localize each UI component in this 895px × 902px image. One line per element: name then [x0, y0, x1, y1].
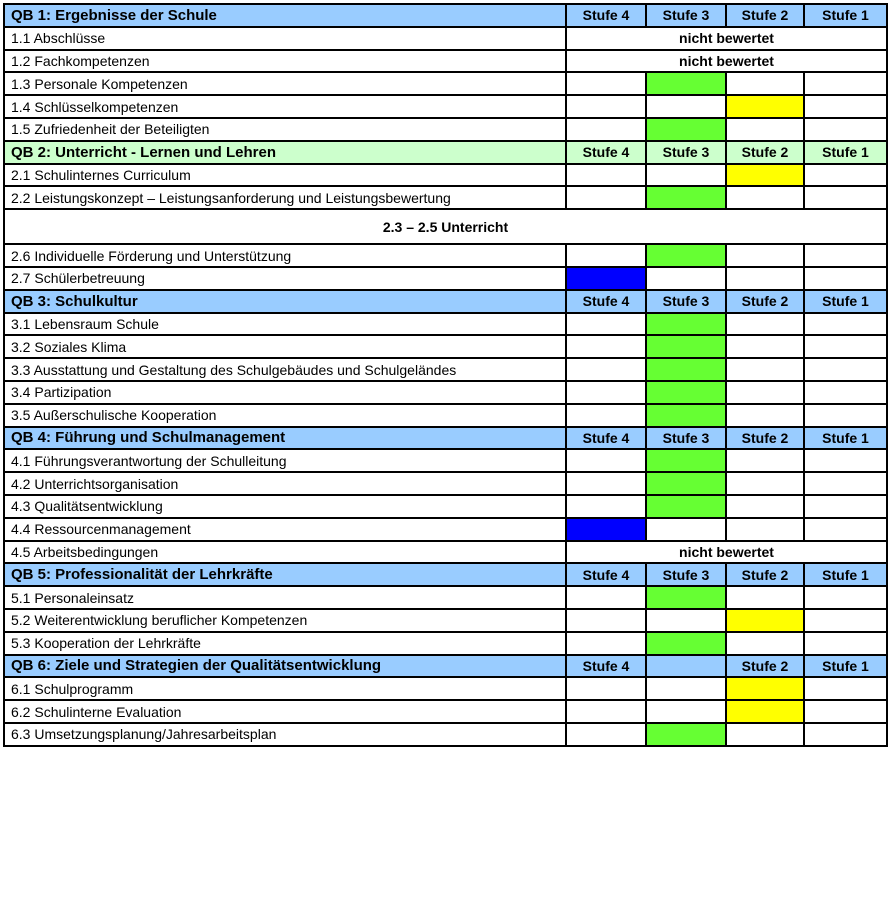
rating-cell-empty	[726, 586, 804, 609]
rating-cell-empty	[726, 472, 804, 495]
rating-mark-green	[646, 404, 726, 427]
criterion-label: 3.3 Ausstattung und Gestaltung des Schulgebäudes und Schulgeländes	[4, 358, 566, 381]
level-column-header: Stufe 4	[566, 427, 646, 450]
criterion-label: 6.3 Umsetzungsplanung/Jahresarbeitsplan	[4, 723, 566, 746]
rating-cell-empty	[726, 632, 804, 655]
rating-cell-empty	[566, 95, 646, 118]
level-column-header: Stufe 1	[804, 427, 887, 450]
criterion-row	[4, 449, 887, 472]
rating-mark-green	[646, 495, 726, 518]
rating-cell-empty	[804, 244, 887, 267]
rating-cell-empty	[566, 244, 646, 267]
rating-cell-empty	[566, 677, 646, 700]
rating-cell-empty	[646, 677, 726, 700]
section-header-row	[4, 141, 887, 164]
criterion-row	[4, 50, 887, 73]
rating-cell-empty	[804, 677, 887, 700]
criterion-label: 5.3 Kooperation der Lehrkräfte	[4, 632, 566, 655]
level-column-header: Stufe 3	[646, 427, 726, 450]
criterion-row	[4, 723, 887, 746]
rating-cell-empty	[804, 118, 887, 141]
criterion-row	[4, 632, 887, 655]
criterion-label: 1.5 Zufriedenheit der Beteiligten	[4, 118, 566, 141]
rating-mark-green	[646, 335, 726, 358]
rating-cell-empty	[566, 358, 646, 381]
not-rated-note: nicht bewertet	[566, 541, 887, 564]
criterion-label: 2.7 Schülerbetreuung	[4, 267, 566, 290]
rating-cell-empty	[566, 186, 646, 209]
rating-cell-empty	[646, 164, 726, 187]
rating-cell-empty	[804, 518, 887, 541]
criterion-row	[4, 186, 887, 209]
rating-cell-empty	[804, 609, 887, 632]
rating-mark-green	[646, 723, 726, 746]
rating-cell-empty	[804, 186, 887, 209]
criterion-label: 2.2 Leistungskonzept – Leistungsanforderung und Leistungsbewertung	[4, 186, 566, 209]
rating-cell-empty	[566, 164, 646, 187]
not-rated-note: nicht bewertet	[566, 27, 887, 50]
rating-cell-empty	[646, 700, 726, 723]
criterion-label: 1.1 Abschlüsse	[4, 27, 566, 50]
level-column-header: Stufe 1	[804, 563, 887, 586]
level-column-header: Stufe 2	[726, 563, 804, 586]
criterion-row	[4, 335, 887, 358]
section-header-row	[4, 427, 887, 450]
rating-mark-green	[646, 381, 726, 404]
criterion-label: 1.4 Schlüsselkompetenzen	[4, 95, 566, 118]
criterion-row	[4, 472, 887, 495]
level-column-header: Stufe 2	[726, 427, 804, 450]
level-column-header: Stufe 4	[566, 141, 646, 164]
rating-mark-green	[646, 472, 726, 495]
criterion-row	[4, 541, 887, 564]
rating-mark-blue	[566, 267, 646, 290]
rating-cell-empty	[726, 495, 804, 518]
rating-mark-green	[646, 313, 726, 336]
criterion-label: 2.1 Schulinternes Curriculum	[4, 164, 566, 187]
rating-cell-empty	[646, 609, 726, 632]
rating-cell-empty	[804, 472, 887, 495]
rating-cell-empty	[726, 723, 804, 746]
rating-cell-empty	[804, 495, 887, 518]
criterion-label: 4.2 Unterrichtsorganisation	[4, 472, 566, 495]
section-header-title: QB 5: Professionalität der Lehrkräfte	[4, 563, 566, 586]
section-header-row	[4, 655, 887, 678]
level-column-header: Stufe 4	[566, 563, 646, 586]
criterion-label: 6.2 Schulinterne Evaluation	[4, 700, 566, 723]
level-column-header: Stufe 1	[804, 655, 887, 678]
criterion-row	[4, 404, 887, 427]
criterion-label: 4.1 Führungsverantwortung der Schulleitung	[4, 449, 566, 472]
criterion-row	[4, 677, 887, 700]
rating-cell-empty	[726, 313, 804, 336]
rating-cell-empty	[566, 495, 646, 518]
criterion-label: 5.2 Weiterentwicklung beruflicher Kompetenzen	[4, 609, 566, 632]
criterion-row	[4, 72, 887, 95]
level-column-header: Stufe 4	[566, 290, 646, 313]
criterion-row	[4, 518, 887, 541]
criterion-row	[4, 118, 887, 141]
rating-cell-empty	[804, 164, 887, 187]
rating-cell-empty	[566, 723, 646, 746]
rating-cell-empty	[726, 518, 804, 541]
rating-cell-empty	[566, 449, 646, 472]
level-column-header: Stufe 2	[726, 655, 804, 678]
rating-mark-blue	[566, 518, 646, 541]
rating-mark-green	[646, 449, 726, 472]
rating-cell-empty	[566, 700, 646, 723]
rating-cell-empty	[566, 381, 646, 404]
rating-cell-empty	[804, 632, 887, 655]
criterion-row	[4, 381, 887, 404]
quality-evaluation-table	[3, 3, 888, 747]
level-column-header: Stufe 3	[646, 563, 726, 586]
rating-cell-empty	[646, 95, 726, 118]
rating-mark-yellow	[726, 164, 804, 187]
rating-cell-empty	[804, 72, 887, 95]
rating-cell-empty	[804, 381, 887, 404]
rating-cell-empty	[566, 335, 646, 358]
criterion-row	[4, 244, 887, 267]
rating-cell-empty	[566, 609, 646, 632]
rating-cell-empty	[804, 267, 887, 290]
rating-cell-empty	[726, 404, 804, 427]
rating-mark-green	[646, 358, 726, 381]
rating-mark-green	[646, 118, 726, 141]
criterion-label: 2.6 Individuelle Förderung und Unterstützung	[4, 244, 566, 267]
criterion-row	[4, 700, 887, 723]
level-column-header: Stufe 2	[726, 290, 804, 313]
criterion-label: 4.3 Qualitätsentwicklung	[4, 495, 566, 518]
rating-cell-empty	[726, 449, 804, 472]
level-column-header: Stufe 2	[726, 141, 804, 164]
rating-cell-empty	[804, 723, 887, 746]
rating-cell-empty	[566, 72, 646, 95]
rating-cell-empty	[726, 186, 804, 209]
subsection-row	[4, 209, 887, 244]
criterion-label: 3.4 Partizipation	[4, 381, 566, 404]
level-column-header: Stufe 2	[726, 4, 804, 27]
rating-mark-green	[646, 186, 726, 209]
section-header-title: QB 6: Ziele und Strategien der Qualitätsentwicklung	[4, 655, 566, 678]
section-header-title: QB 2: Unterricht - Lernen und Lehren	[4, 141, 566, 164]
criterion-label: 4.5 Arbeitsbedingungen	[4, 541, 566, 564]
rating-cell-empty	[566, 472, 646, 495]
criterion-label: 3.1 Lebensraum Schule	[4, 313, 566, 336]
criterion-row	[4, 495, 887, 518]
section-header-title: QB 4: Führung und Schulmanagement	[4, 427, 566, 450]
subsection-title: 2.3 – 2.5 Unterricht	[4, 209, 887, 244]
rating-cell-empty	[804, 313, 887, 336]
criterion-row	[4, 95, 887, 118]
rating-cell-empty	[726, 358, 804, 381]
criterion-label: 3.5 Außerschulische Kooperation	[4, 404, 566, 427]
rating-mark-yellow	[726, 677, 804, 700]
criterion-label: 1.3 Personale Kompetenzen	[4, 72, 566, 95]
rating-cell-empty	[726, 118, 804, 141]
rating-cell-empty	[566, 118, 646, 141]
level-column-header: Stufe 4	[566, 4, 646, 27]
section-header-row	[4, 4, 887, 27]
level-column-header: Stufe 1	[804, 290, 887, 313]
section-header-title: QB 1: Ergebnisse der Schule	[4, 4, 566, 27]
rating-cell-empty	[646, 267, 726, 290]
level-column-header: Stufe 3	[646, 290, 726, 313]
criterion-row	[4, 586, 887, 609]
level-column-header: Stufe 1	[804, 141, 887, 164]
rating-mark-yellow	[726, 700, 804, 723]
rating-mark-green	[646, 72, 726, 95]
rating-mark-yellow	[726, 95, 804, 118]
criterion-row	[4, 164, 887, 187]
criterion-label: 6.1 Schulprogramm	[4, 677, 566, 700]
rating-cell-empty	[804, 358, 887, 381]
rating-cell-empty	[646, 518, 726, 541]
criterion-label: 4.4 Ressourcenmanagement	[4, 518, 566, 541]
rating-cell-empty	[804, 335, 887, 358]
level-column-header: Stufe 1	[804, 4, 887, 27]
not-rated-note: nicht bewertet	[566, 50, 887, 73]
criterion-row	[4, 267, 887, 290]
level-column-header	[646, 655, 726, 678]
criterion-row	[4, 313, 887, 336]
rating-cell-empty	[726, 267, 804, 290]
rating-mark-green	[646, 586, 726, 609]
rating-cell-empty	[566, 632, 646, 655]
rating-cell-empty	[726, 381, 804, 404]
section-header-row	[4, 563, 887, 586]
criterion-row	[4, 609, 887, 632]
rating-mark-green	[646, 244, 726, 267]
criterion-label: 1.2 Fachkompetenzen	[4, 50, 566, 73]
level-column-header: Stufe 3	[646, 4, 726, 27]
level-column-header: Stufe 4	[566, 655, 646, 678]
rating-cell-empty	[804, 449, 887, 472]
rating-cell-empty	[804, 700, 887, 723]
rating-cell-empty	[804, 95, 887, 118]
rating-cell-empty	[726, 335, 804, 358]
section-header-row	[4, 290, 887, 313]
rating-cell-empty	[566, 586, 646, 609]
rating-cell-empty	[804, 586, 887, 609]
criterion-label: 5.1 Personaleinsatz	[4, 586, 566, 609]
rating-cell-empty	[726, 72, 804, 95]
criterion-row	[4, 358, 887, 381]
rating-cell-empty	[726, 244, 804, 267]
section-header-title: QB 3: Schulkultur	[4, 290, 566, 313]
criterion-label: 3.2 Soziales Klima	[4, 335, 566, 358]
rating-mark-yellow	[726, 609, 804, 632]
rating-cell-empty	[804, 404, 887, 427]
rating-cell-empty	[566, 404, 646, 427]
rating-cell-empty	[566, 313, 646, 336]
criterion-row	[4, 27, 887, 50]
rating-mark-green	[646, 632, 726, 655]
level-column-header: Stufe 3	[646, 141, 726, 164]
